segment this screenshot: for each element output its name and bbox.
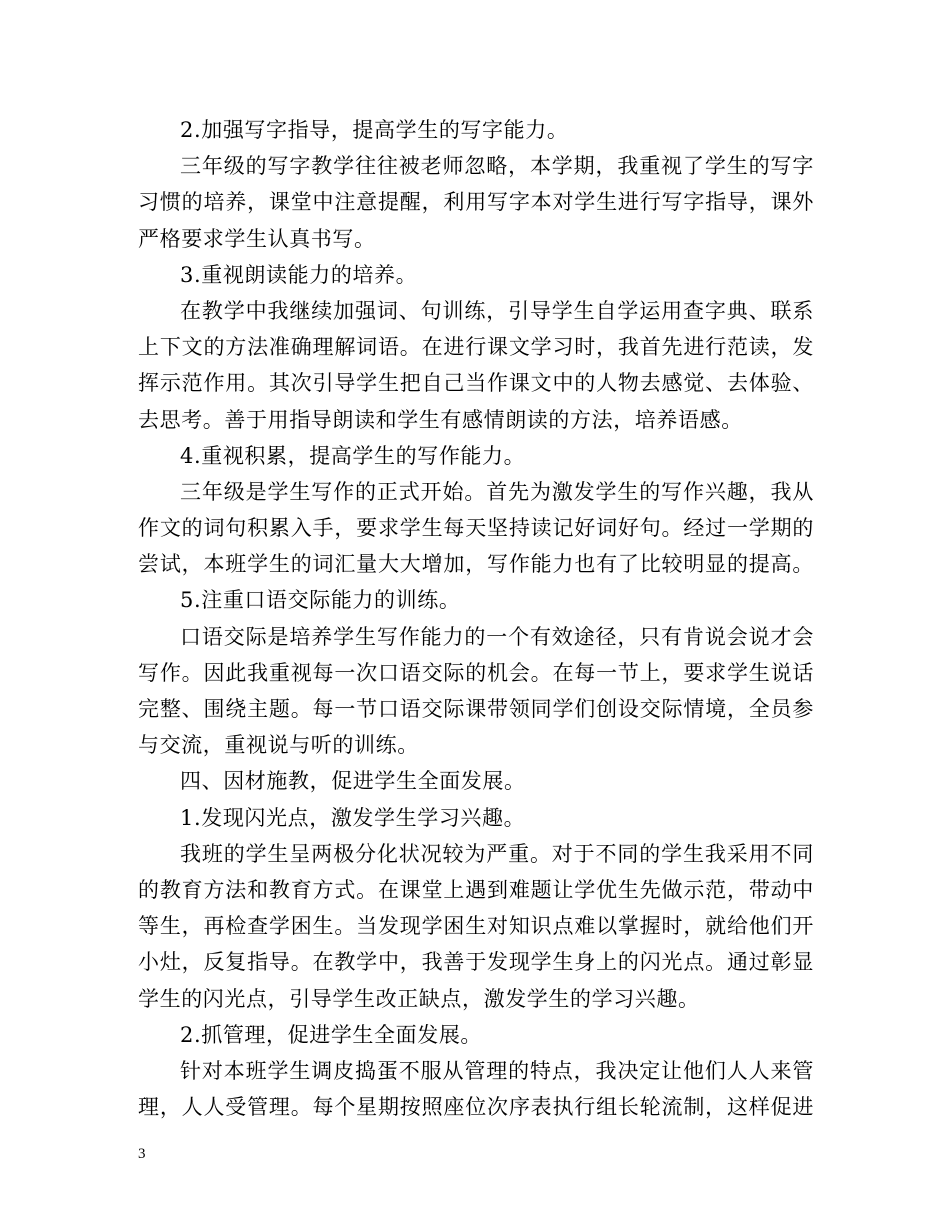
paragraph-line: 习惯的培养，课堂中注意提醒，利用写字本对学生进行写字指导，课外 [138, 190, 814, 215]
paragraph-line: 的教育方法和教育方式。在课堂上遇到难题让学优生先做示范，带动中 [138, 877, 814, 902]
page-number: 3 [138, 1146, 146, 1162]
heading-reading-ability: 3.重视朗读能力的培养。 [180, 262, 418, 287]
paragraph-line: 学生的闪光点，引导学生改正缺点，激发学生的学习兴趣。 [138, 986, 700, 1011]
paragraph-line: 三年级的写字教学往往被老师忽略，本学期，我重视了学生的写字 [180, 154, 814, 179]
document-body [138, 112, 814, 1125]
paragraph-line: 完整、围绕主题。每一节口语交际课带领同学们创设交际情境，全员参 [138, 697, 814, 721]
paragraph-line: 作文的词句积累入手，要求学生每天坚持读记好词好句。经过一学期的 [138, 516, 814, 541]
paragraph-line: 尝试，本班学生的词汇量大大增加，写作能力也有了比较明显的提高。 [138, 552, 814, 577]
heading-oral-communication: 5.注重口语交际能力的训练。 [180, 588, 461, 613]
paragraph-line: 我班的学生呈两极分化状况较为严重。对于不同的学生我采用不同 [180, 841, 814, 866]
paragraph-line: 在教学中我继续加强词、句训练，引导学生自学运用查字典、联系 [180, 298, 814, 323]
paragraph-line: 上下文的方法准确理解词语。在进行课文学习时，我首先进行范读，发 [138, 335, 814, 360]
paragraph-line: 等生，再检查学困生。当发现学困生对知识点难以掌握时，就给他们开 [138, 914, 814, 939]
section-heading-individualized-teaching: 四、因材施教，促进学生全面发展。 [180, 769, 526, 794]
paragraph-line: 针对本班学生调皮捣蛋不服从管理的特点，我决定让他们人人来管 [180, 1058, 814, 1083]
paragraph-line: 小灶，反复指导。在教学中，我善于发现学生身上的闪光点。通过彰显 [138, 950, 814, 975]
heading-discover-bright-spots: 1.发现闪光点，激发学生学习兴趣。 [180, 805, 526, 830]
paragraph-line: 三年级是学生写作的正式开始。首先为激发学生的写作兴趣，我从 [180, 479, 814, 504]
heading-management: 2.抓管理，促进学生全面发展。 [180, 1022, 483, 1047]
heading-writing-guidance: 2.加强写字指导，提高学生的写字能力。 [180, 118, 569, 142]
paragraph-line: 口语交际是培养学生写作能力的一个有效途径，只有肯说会说才会 [180, 624, 814, 649]
paragraph-line: 去思考。善于用指导朗读和学生有感情朗读的方法，培养语感。 [138, 407, 743, 432]
paragraph-line: 理，人人受管理。每个星期按照座位次序表执行组长轮流制，这样促进 [138, 1095, 814, 1120]
paragraph-line: 写作。因此我重视每一次口语交际的机会。在每一节上，要求学生说话 [138, 660, 814, 685]
paragraph-line: 严格要求学生认真书写。 [138, 226, 376, 251]
paragraph-line: 与交流，重视说与听的训练。 [138, 733, 419, 758]
paragraph-line: 挥示范作用。其次引导学生把自己当作课文中的人物去感觉、去体验、 [138, 371, 814, 396]
heading-accumulation: 4.重视积累，提高学生的写作能力。 [180, 443, 526, 468]
